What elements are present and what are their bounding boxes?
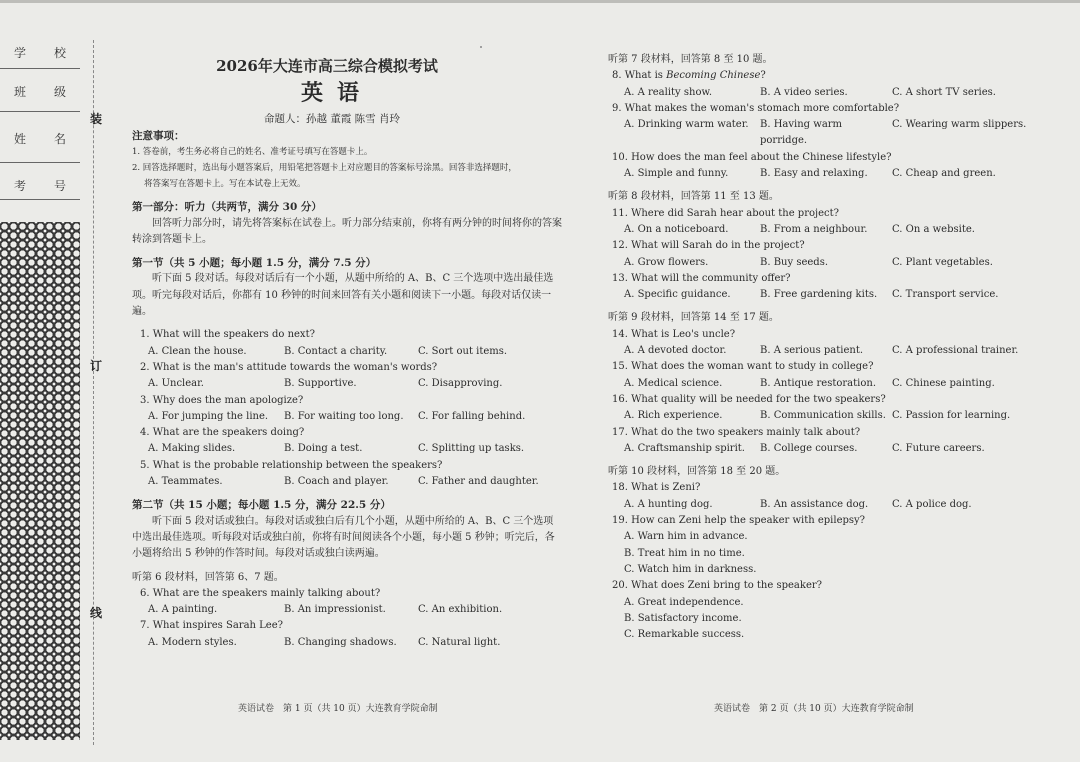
option-a: A. Specific guidance. bbox=[624, 289, 731, 301]
question-2 bbox=[132, 360, 562, 393]
question-stem: 20. What does Zeni bring to the speaker? bbox=[612, 580, 822, 592]
question-stem: 15. What does the woman want to study in college? bbox=[612, 361, 874, 373]
option-a: A. For jumping the line. bbox=[148, 410, 269, 422]
binding-line bbox=[93, 40, 94, 745]
question-20 bbox=[608, 578, 1028, 643]
question-12 bbox=[608, 238, 1028, 271]
option-c: C. Watch him in darkness. bbox=[624, 563, 757, 575]
question-9 bbox=[608, 101, 1028, 150]
option-b: B. Easy and relaxing. bbox=[760, 168, 868, 180]
question-11 bbox=[608, 206, 1028, 239]
question-10 bbox=[608, 150, 1028, 183]
option-c: C. On a website. bbox=[892, 223, 975, 235]
question-18 bbox=[608, 480, 1028, 513]
option-c: C. For falling behind. bbox=[418, 410, 526, 422]
subject-title: 英语 bbox=[300, 80, 373, 106]
option-c: C. Chinese painting. bbox=[892, 377, 995, 389]
name-field: 姓 名 bbox=[0, 112, 80, 163]
option-b: B. Satisfactory income. bbox=[624, 612, 742, 624]
option-b: B. Treat him in no time. bbox=[624, 547, 745, 559]
page-one-footer: 英语试卷 第 1 页（共 10 页）大连教育学院命制 bbox=[238, 704, 438, 714]
option-a: A. A painting. bbox=[148, 604, 218, 616]
option-b: B. Doing a test. bbox=[284, 443, 363, 455]
option-c: C. A police dog. bbox=[892, 498, 972, 510]
question-19 bbox=[608, 513, 1028, 578]
page-two bbox=[608, 52, 1028, 643]
question-stem: 6. What are the speakers mainly talking about? bbox=[140, 587, 381, 599]
option-a: A. A hunting dog. bbox=[624, 498, 713, 510]
listening-7-heading: 听第 7 段材料，回答第 8 至 10 题。 bbox=[608, 54, 773, 65]
option-c: C. A short TV series. bbox=[892, 86, 996, 98]
option-c: C. Wearing warm slippers. bbox=[892, 119, 1027, 131]
option-b: B. Buy seeds. bbox=[760, 256, 829, 268]
option-a: A. Warn him in advance. bbox=[624, 531, 748, 543]
question-stem: 14. What is Leo's uncle? bbox=[612, 328, 736, 340]
option-b: B. Supportive. bbox=[284, 378, 357, 390]
option-b: B. Contact a charity. bbox=[284, 345, 388, 357]
page-two-footer: 英语试卷 第 2 页（共 10 页）大连教育学院命制 bbox=[714, 704, 914, 714]
option-b: B. College courses. bbox=[760, 442, 858, 454]
question-stem: 8. What is Becoming Chinese? bbox=[612, 70, 766, 82]
option-c: C. Sort out items. bbox=[418, 345, 508, 357]
page-one bbox=[132, 56, 562, 651]
question-stem: 16. What quality will be needed for the two speakers? bbox=[612, 393, 886, 405]
question-5 bbox=[132, 458, 562, 491]
notice-1: 1. 答卷前，考生务必将自己的姓名、准考证号填写在答题卡上。 bbox=[132, 147, 373, 158]
option-a: A. Grow flowers. bbox=[624, 256, 709, 268]
option-b: B. A serious patient. bbox=[760, 345, 864, 357]
option-b: B. Coach and player. bbox=[284, 476, 389, 488]
question-stem: 12. What will Sarah do in the project? bbox=[612, 240, 805, 252]
notice-title: 注意事项： bbox=[132, 130, 185, 142]
option-a: A. Rich experience. bbox=[624, 410, 723, 422]
option-a: A. Craftsmanship spirit. bbox=[624, 442, 745, 454]
question-3 bbox=[132, 393, 562, 426]
option-c: C. Cheap and green. bbox=[892, 168, 996, 180]
question-stem: 5. What is the probable relationship between the speakers? bbox=[140, 459, 443, 471]
exam-number-field: 考 号 bbox=[0, 163, 80, 200]
option-b: B. A video series. bbox=[760, 86, 848, 98]
question-stem: 1. What will the speakers do next? bbox=[140, 329, 315, 341]
option-c: C. Remarkable success. bbox=[624, 629, 745, 641]
option-b: B. Having warm porridge. bbox=[760, 119, 843, 147]
student-info-sidebar bbox=[0, 38, 80, 200]
question-stem: 18. What is Zeni? bbox=[612, 482, 701, 494]
section1-text: 听下面 5 段对话。每段对话后有一个小题，从题中所给的 A、B、C 三个选项中选出最佳选项。听完每段对话后，你都有 10 秒钟的时间来回答有关小题和阅读下一小题。每段对话仅读一遍。 bbox=[132, 273, 554, 318]
option-c: C. Natural light. bbox=[418, 636, 501, 648]
listening-10-heading: 听第 10 段材料，回答第 18 至 20 题。 bbox=[608, 466, 786, 478]
question-16 bbox=[608, 392, 1028, 425]
binding-mark-zhuang: 装 bbox=[90, 112, 103, 126]
option-c: C. Father and daughter. bbox=[418, 476, 539, 488]
question-17 bbox=[608, 425, 1028, 458]
option-a: A. Drinking warm water. bbox=[624, 119, 749, 131]
question-stem: 4. What are the speakers doing? bbox=[140, 427, 305, 439]
option-a: A. Simple and funny. bbox=[624, 168, 729, 180]
binding-mark-xian: 线 bbox=[90, 606, 103, 620]
question-stem: 10. How does the man feel about the Chinese lifestyle? bbox=[612, 151, 892, 163]
exam-title: 2026年大连市高三综合模拟考试 bbox=[216, 57, 438, 75]
option-c: C. Splitting up tasks. bbox=[418, 443, 525, 455]
option-a: A. Unclear. bbox=[148, 378, 204, 390]
option-b: B. Free gardening kits. bbox=[760, 289, 878, 301]
option-b: B. Communication skills. bbox=[760, 410, 886, 422]
listening-8-heading: 听第 8 段材料，回答第 11 至 13 题。 bbox=[608, 191, 779, 203]
part1-title: 第一部分：听力（共两节，满分 30 分） bbox=[132, 201, 322, 214]
option-c: C. An exhibition. bbox=[418, 604, 503, 616]
option-a: A. On a noticeboard. bbox=[624, 223, 729, 235]
option-b: B. From a neighbour. bbox=[760, 223, 868, 235]
notice-2: 2. 回答选择题时，选出每小题答案后，用铅笔把答题卡上对应题目的答案标号涂黑。回答非选择题时， bbox=[132, 163, 517, 174]
question-4 bbox=[132, 425, 562, 458]
option-c: C. A professional trainer. bbox=[892, 345, 1019, 357]
scan-speck bbox=[480, 46, 482, 48]
section2-title: 第二节（共 15 小题；每小题 1.5 分，满分 22.5 分） bbox=[132, 499, 391, 512]
option-c: C. Transport service. bbox=[892, 289, 999, 301]
question-stem: 3. Why does the man apologize? bbox=[140, 394, 304, 406]
option-b: B. For waiting too long. bbox=[284, 410, 404, 422]
question-7 bbox=[132, 618, 562, 651]
listening-6-heading: 听第 6 段材料，回答第 6、7 题。 bbox=[132, 571, 284, 583]
section2-text: 听下面 5 段对话或独白。每段对话或独白后有几个小题，从题中所给的 A、B、C 三个选项中选出最佳选项。听每段对话或独白前，你将有时间阅读各个小题，每小题 5 秒钟；听完后，各小题将给出 5 秒钟的作答时间。每段对话或独白读两遍。 bbox=[132, 515, 555, 560]
question-stem: 11. Where did Sarah hear about the project? bbox=[612, 207, 840, 219]
option-c: C. Passion for learning. bbox=[892, 410, 1011, 422]
option-a: A. Making slides. bbox=[148, 443, 236, 455]
option-a: A. A devoted doctor. bbox=[624, 345, 727, 357]
listening-9-heading: 听第 9 段材料，回答第 14 至 17 题。 bbox=[608, 312, 779, 324]
question-1 bbox=[132, 327, 562, 360]
top-edge bbox=[0, 0, 1080, 3]
option-a: A. Great independence. bbox=[624, 596, 744, 608]
option-c: C. Plant vegetables. bbox=[892, 256, 993, 268]
part1-text: 回答听力部分时，请先将答案标在试卷上。听力部分结束前，你将有两分钟的时间将你的答案转涂到答题卡上。 bbox=[132, 217, 562, 245]
notice-2-cont: 将答案写在答题卡上。写在本试卷上无效。 bbox=[144, 179, 306, 190]
option-a: A. Clean the house. bbox=[148, 345, 247, 357]
question-stem: 2. What is the man's attitude towards the woman's words? bbox=[140, 361, 438, 373]
question-stem: 13. What will the community offer? bbox=[612, 272, 791, 284]
option-b: B. Changing shadows. bbox=[284, 636, 397, 648]
option-a: A. Teammates. bbox=[148, 476, 223, 488]
option-b: B. An impressionist. bbox=[284, 604, 386, 616]
section1-title: 第一节（共 5 小题；每小题 1.5 分，满分 7.5 分） bbox=[132, 257, 377, 270]
school-field: 学 校 bbox=[0, 38, 80, 69]
option-a: A. Modern styles. bbox=[148, 636, 237, 648]
decorative-pattern bbox=[0, 222, 80, 740]
question-stem: 7. What inspires Sarah Lee? bbox=[140, 620, 283, 632]
option-b: B. Antique restoration. bbox=[760, 377, 876, 389]
option-a: A. Medical science. bbox=[624, 377, 723, 389]
question-14 bbox=[608, 327, 1028, 360]
option-c: C. Future careers. bbox=[892, 442, 985, 454]
binding-mark-ding: 订 bbox=[90, 359, 103, 373]
option-c: C. Disapproving. bbox=[418, 378, 503, 390]
question-13 bbox=[608, 271, 1028, 304]
question-15 bbox=[608, 359, 1028, 392]
question-stem: 19. How can Zeni help the speaker with epilepsy? bbox=[612, 515, 866, 527]
question-8 bbox=[608, 68, 1028, 101]
option-b: B. An assistance dog. bbox=[760, 498, 869, 510]
question-stem: 17. What do the two speakers mainly talk about? bbox=[612, 426, 861, 438]
option-a: A. A reality show. bbox=[624, 86, 713, 98]
class-field: 班 级 bbox=[0, 69, 80, 112]
question-stem: 9. What makes the woman's stomach more comfortable? bbox=[612, 102, 900, 114]
question-6 bbox=[132, 586, 562, 619]
authors: 命题人：孙越 董霞 陈雪 肖玲 bbox=[263, 113, 400, 125]
